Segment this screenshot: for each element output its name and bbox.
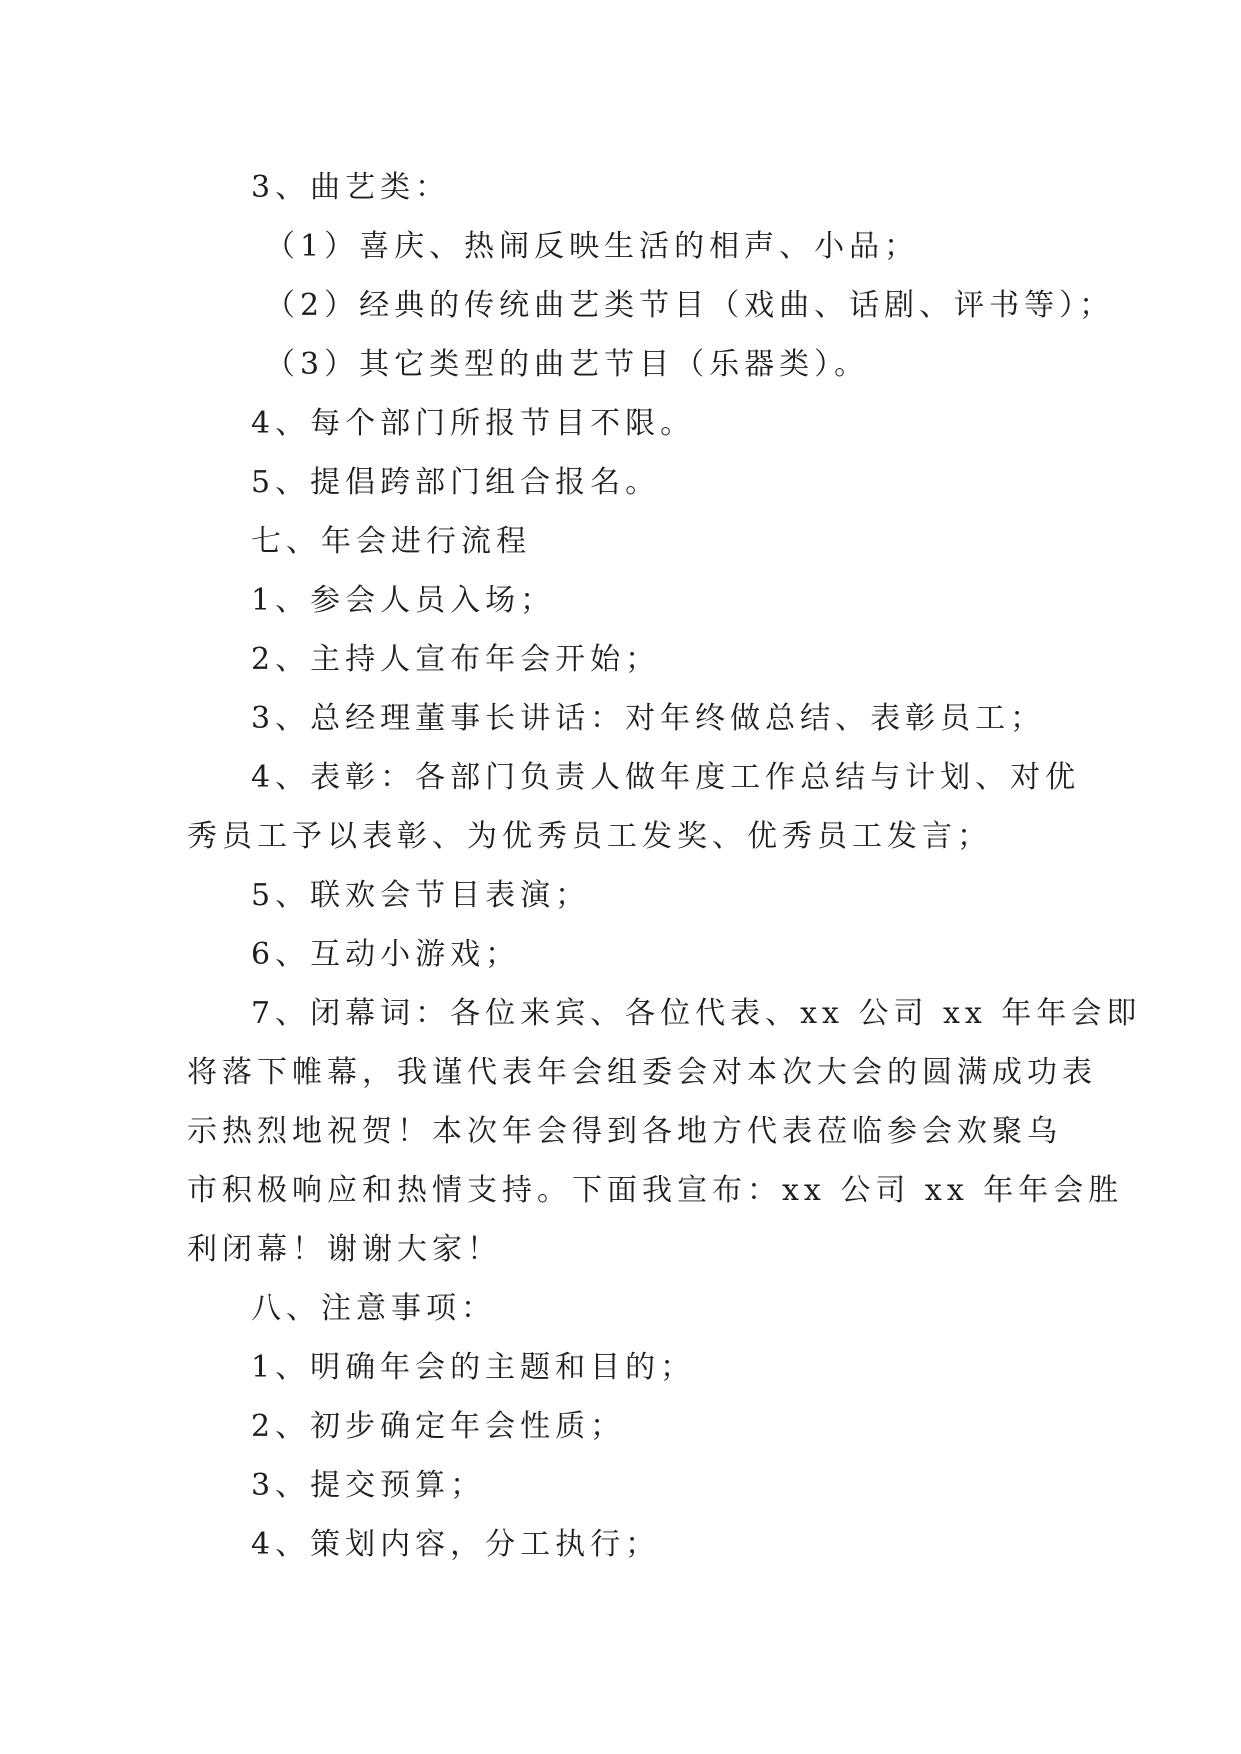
text-line: （1）喜庆、热闹反映生活的相声、小品； [265, 229, 920, 264]
text-line: （2）经典的传统曲艺类节目（戏曲、话剧、评书等）； [265, 288, 1115, 323]
section-heading: 七、年会进行流程 [251, 524, 531, 559]
text-line: 6、互动小游戏； [251, 937, 521, 972]
text-line: 秀员工予以表彰、为优秀员工发奖、优秀员工发言； [187, 819, 992, 854]
text-line: 4、每个部门所报节目不限。 [251, 406, 696, 441]
text-line: 3、提交预算； [251, 1468, 486, 1503]
text-line: 1、参会人员入场； [251, 583, 556, 618]
text-line: 将落下帷幕，我谨代表年会组委会对本次大会的圆满成功表 [187, 1055, 1097, 1090]
section-heading: 八、注意事项： [251, 1291, 496, 1326]
text-line: 市积极响应和热情支持。下面我宣布：xx 公司 xx 年年会胜 [187, 1173, 1124, 1208]
text-line: 4、表彰：各部门负责人做年度工作总结与计划、对优 [251, 760, 1081, 795]
text-line: 5、提倡跨部门组合报名。 [251, 465, 661, 500]
text-line: 5、联欢会节目表演； [251, 878, 591, 913]
text-line: 2、主持人宣布年会开始； [251, 642, 661, 677]
text-line: 3、曲艺类： [251, 170, 451, 205]
document-body [187, 158, 1142, 1574]
text-line: 1、明确年会的主题和目的； [251, 1350, 696, 1385]
text-line: 示热烈地祝贺！本次年会得到各地方代表莅临参会欢聚乌 [187, 1114, 1062, 1149]
text-line: 2、初步确定年会性质； [251, 1409, 626, 1444]
text-line: 4、策划内容，分工执行； [251, 1527, 661, 1562]
text-line: 利闭幕！谢谢大家！ [187, 1232, 502, 1267]
text-line: 3、总经理董事长讲话：对年终做总结、表彰员工； [251, 701, 1046, 736]
text-line: （3）其它类型的曲艺节目（乐器类）。 [265, 347, 870, 382]
text-line: 7、闭幕词：各位来宾、各位代表、xx 公司 xx 年年会即 [251, 996, 1142, 1031]
